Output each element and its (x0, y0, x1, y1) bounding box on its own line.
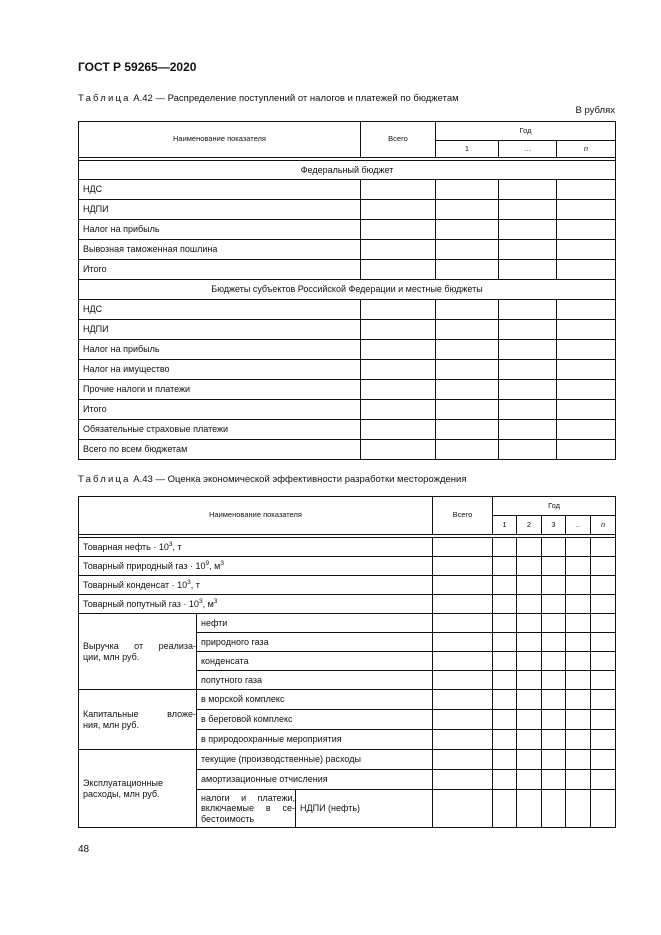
header-total: Всего (361, 122, 436, 158)
opex-taxes-label: налоги и платежи, включаемые в се- бестоимость (197, 790, 296, 828)
header-total: Всего (433, 497, 493, 535)
header-year-1: 1 (493, 516, 517, 535)
row-label: Всего по всем бюджетам (79, 440, 361, 460)
header-year-dots: … (499, 141, 557, 158)
row-marketable-natural-gas: Товарный природный газ · $10^9$, $м^3$ (79, 557, 433, 576)
header-year: Год (493, 497, 616, 516)
header-year-1: 1 (436, 141, 499, 158)
revenue-item: нефти (197, 614, 433, 633)
opex-ndpi-oil: НДПИ (нефть) (296, 790, 433, 828)
section-regional-budgets: Бюджеты субъектов Российской Федерации и местные бюджеты (79, 280, 616, 300)
row-label: НДПИ (79, 200, 361, 220)
header-year-2: 2 (517, 516, 542, 535)
header-year: Год (436, 122, 616, 141)
row-label: Обязательные страховые платежи (79, 420, 361, 440)
opex-item: текущие (производственные) расходы (197, 750, 433, 770)
table-42-caption-word: Таблица (78, 93, 131, 104)
header-year-n: n (557, 141, 616, 158)
opex-label: Эксплуатационные расходы, млн руб. (79, 750, 197, 828)
row-marketable-condensate: Товарный конденсат · $10^3$, т (79, 576, 433, 595)
opex-item: амортизационные отчисления (197, 770, 433, 790)
row-label: Налог на прибыль (79, 340, 361, 360)
row-marketable-associated-gas: Товарный попутный газ · $10^3$, $м^3$ (79, 595, 433, 614)
table-43-caption-word: Таблица (78, 474, 131, 485)
document-code: ГОСТ Р 59265—2020 (78, 60, 197, 74)
row-label: Вывозная таможенная пошлина (79, 240, 361, 260)
header-year-3: 3 (542, 516, 566, 535)
table-42-caption (78, 93, 459, 104)
table-42-caption-text: А.42 — Распределение поступлений от налогов и платежей по бюджетам (130, 93, 459, 104)
capex-item: в морской комплекс (197, 690, 433, 710)
header-year-dots: .. (566, 516, 591, 535)
revenue-item: конденсата (197, 652, 433, 671)
row-label: Налог на имущество (79, 360, 361, 380)
table-43-caption-text: А.43 — Оценка экономической эффективности разработки месторождения (130, 474, 467, 485)
row-label: НДС (79, 180, 361, 200)
capex-item: в береговой комплекс (197, 710, 433, 730)
table-43 (78, 496, 616, 828)
section-federal-budget: Федеральный бюджет (79, 161, 616, 180)
revenue-item: природного газа (197, 633, 433, 652)
table-43-caption (78, 474, 467, 485)
revenue-item: попутного газа (197, 671, 433, 690)
table-42-units: В рублях (575, 105, 615, 116)
row-label: Итого (79, 260, 361, 280)
row-label: Прочие налоги и платежи (79, 380, 361, 400)
table-42 (78, 121, 616, 460)
page-number: 48 (78, 844, 90, 855)
header-year-n: n (591, 516, 616, 535)
capex-item: в природоохранные мероприятия (197, 730, 433, 750)
capex-label: Капитальные вложе- ния, млн руб. (79, 690, 197, 750)
row-marketable-oil: Товарная нефть · $10^3$, т (79, 538, 433, 557)
row-label: Налог на прибыль (79, 220, 361, 240)
row-label: НДПИ (79, 320, 361, 340)
header-name: Наименование показателя (79, 497, 433, 535)
row-label: НДС (79, 300, 361, 320)
row-label: Итого (79, 400, 361, 420)
header-name: Наименование показателя (79, 122, 361, 158)
revenue-label: Выручка от реализа- ции, млн руб. (79, 614, 197, 690)
